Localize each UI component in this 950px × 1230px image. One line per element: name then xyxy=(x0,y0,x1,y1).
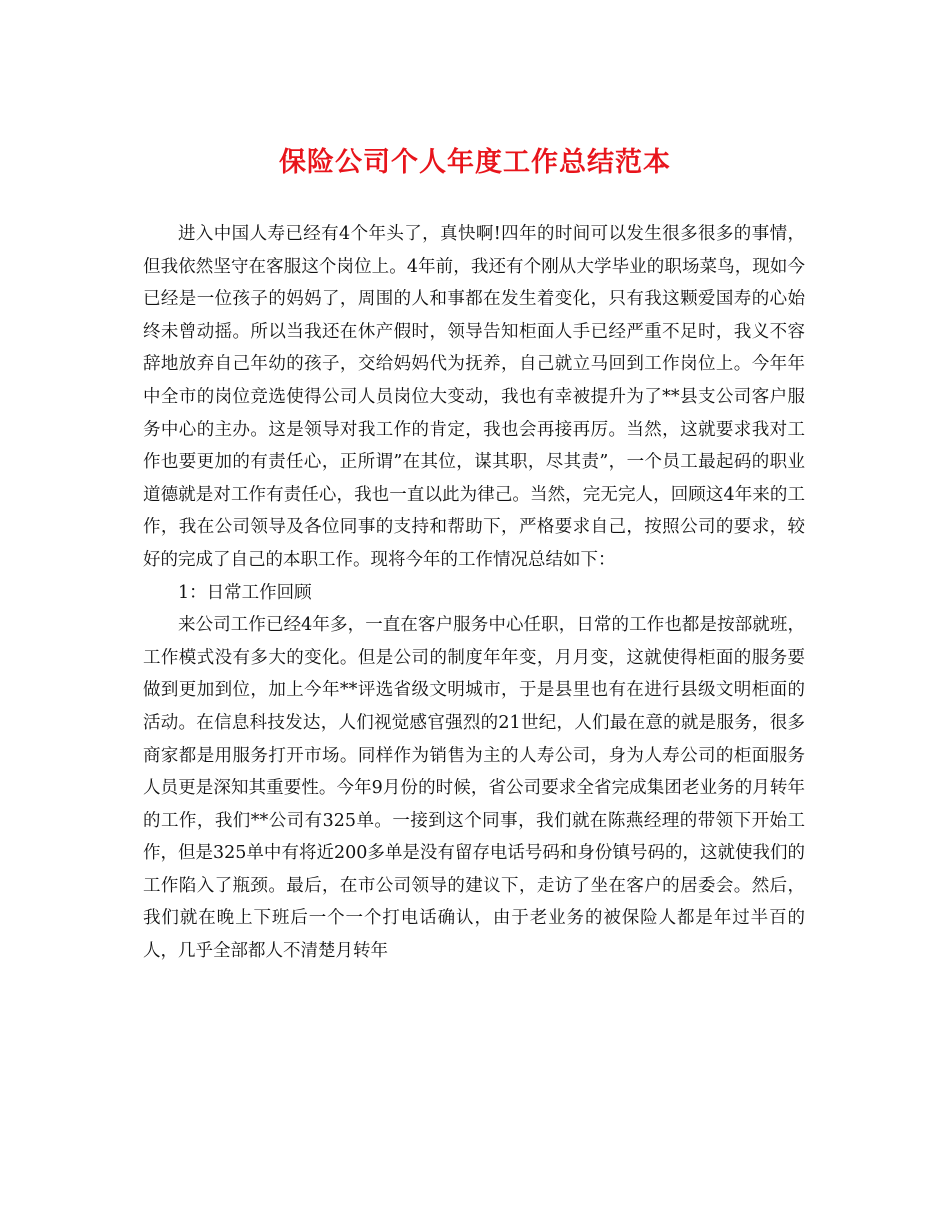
paragraph-intro: 进入中国人寿已经有4个年头了，真快啊!四年的时间可以发生很多很多的事情，但我依然坚守在客服这个岗位上。4年前，我还有个刚从大学毕业的职场菜鸟，现如今已经是一位孩子的妈妈了，周围的人和事都在发生着变化，只有我这颗爱国寿的心始终未曾动摇。所以当我还在休产假时，领导告知柜面人手已经严重不足时，我义不容辞地放弃自己年幼的孩子，交给妈妈代为抚养，自己就立马回到工作岗位上。今年年中全市的岗位竞选使得公司人员岗位大变动，我也有幸被提升为了**县支公司客户服务中心的主办。这是领导对我工作的肯定，我也会再接再厉。当然，这就要求我对工作也要更加的有责任心，正所谓”在其位，谋其职，尽其责”，一个员工最起码的职业道德就是对工作有责任心，我也一直以此为律己。当然，完无完人，回顾这4年来的工作，我在公司领导及各位同事的支持和帮助下，严格要求自己，按照公司的要求，较好的完成了自己的本职工作。现将今年的工作情况总结如下： xyxy=(143,224,805,570)
section-heading-daily-work: 1：日常工作回顾 xyxy=(178,582,312,603)
document-title: 保险公司个人年度工作总结范本 xyxy=(279,147,671,178)
document-body xyxy=(143,218,805,968)
paragraph-daily-work: 来公司工作已经4年多，一直在客户服务中心任职，日常的工作也都是按部就班，工作模式没有多大的变化。但是公司的制度年年变，月月变，这就使得柜面的服务要做到更加到位，加上今年**评选省级文明城市，于是县里也有在进行县级文明柜面的活动。在信息科技发达，人们视觉感官强烈的21世纪，人们最在意的就是服务，很多商家都是用服务打开市场。同样作为销售为主的人寿公司，身为人寿公司的柜面服务人员更是深知其重要性。今年9月份的时候，省公司要求全省完成集团老业务的月转年的工作，我们**公司有325单。一接到这个同事，我们就在陈燕经理的带领下开始工作，但是325单中有将近200多单是没有留存电话号码和身份镇号码的，这就使我们的工作陷入了瓶颈。最后，在市公司领导的建议下，走访了坐在客户的居委会。然后，我们就在晚上下班后一个一个打电话确认，由于老业务的被保险人都是年过半百的人，几乎全部都人不清楚月转年 xyxy=(143,615,805,962)
